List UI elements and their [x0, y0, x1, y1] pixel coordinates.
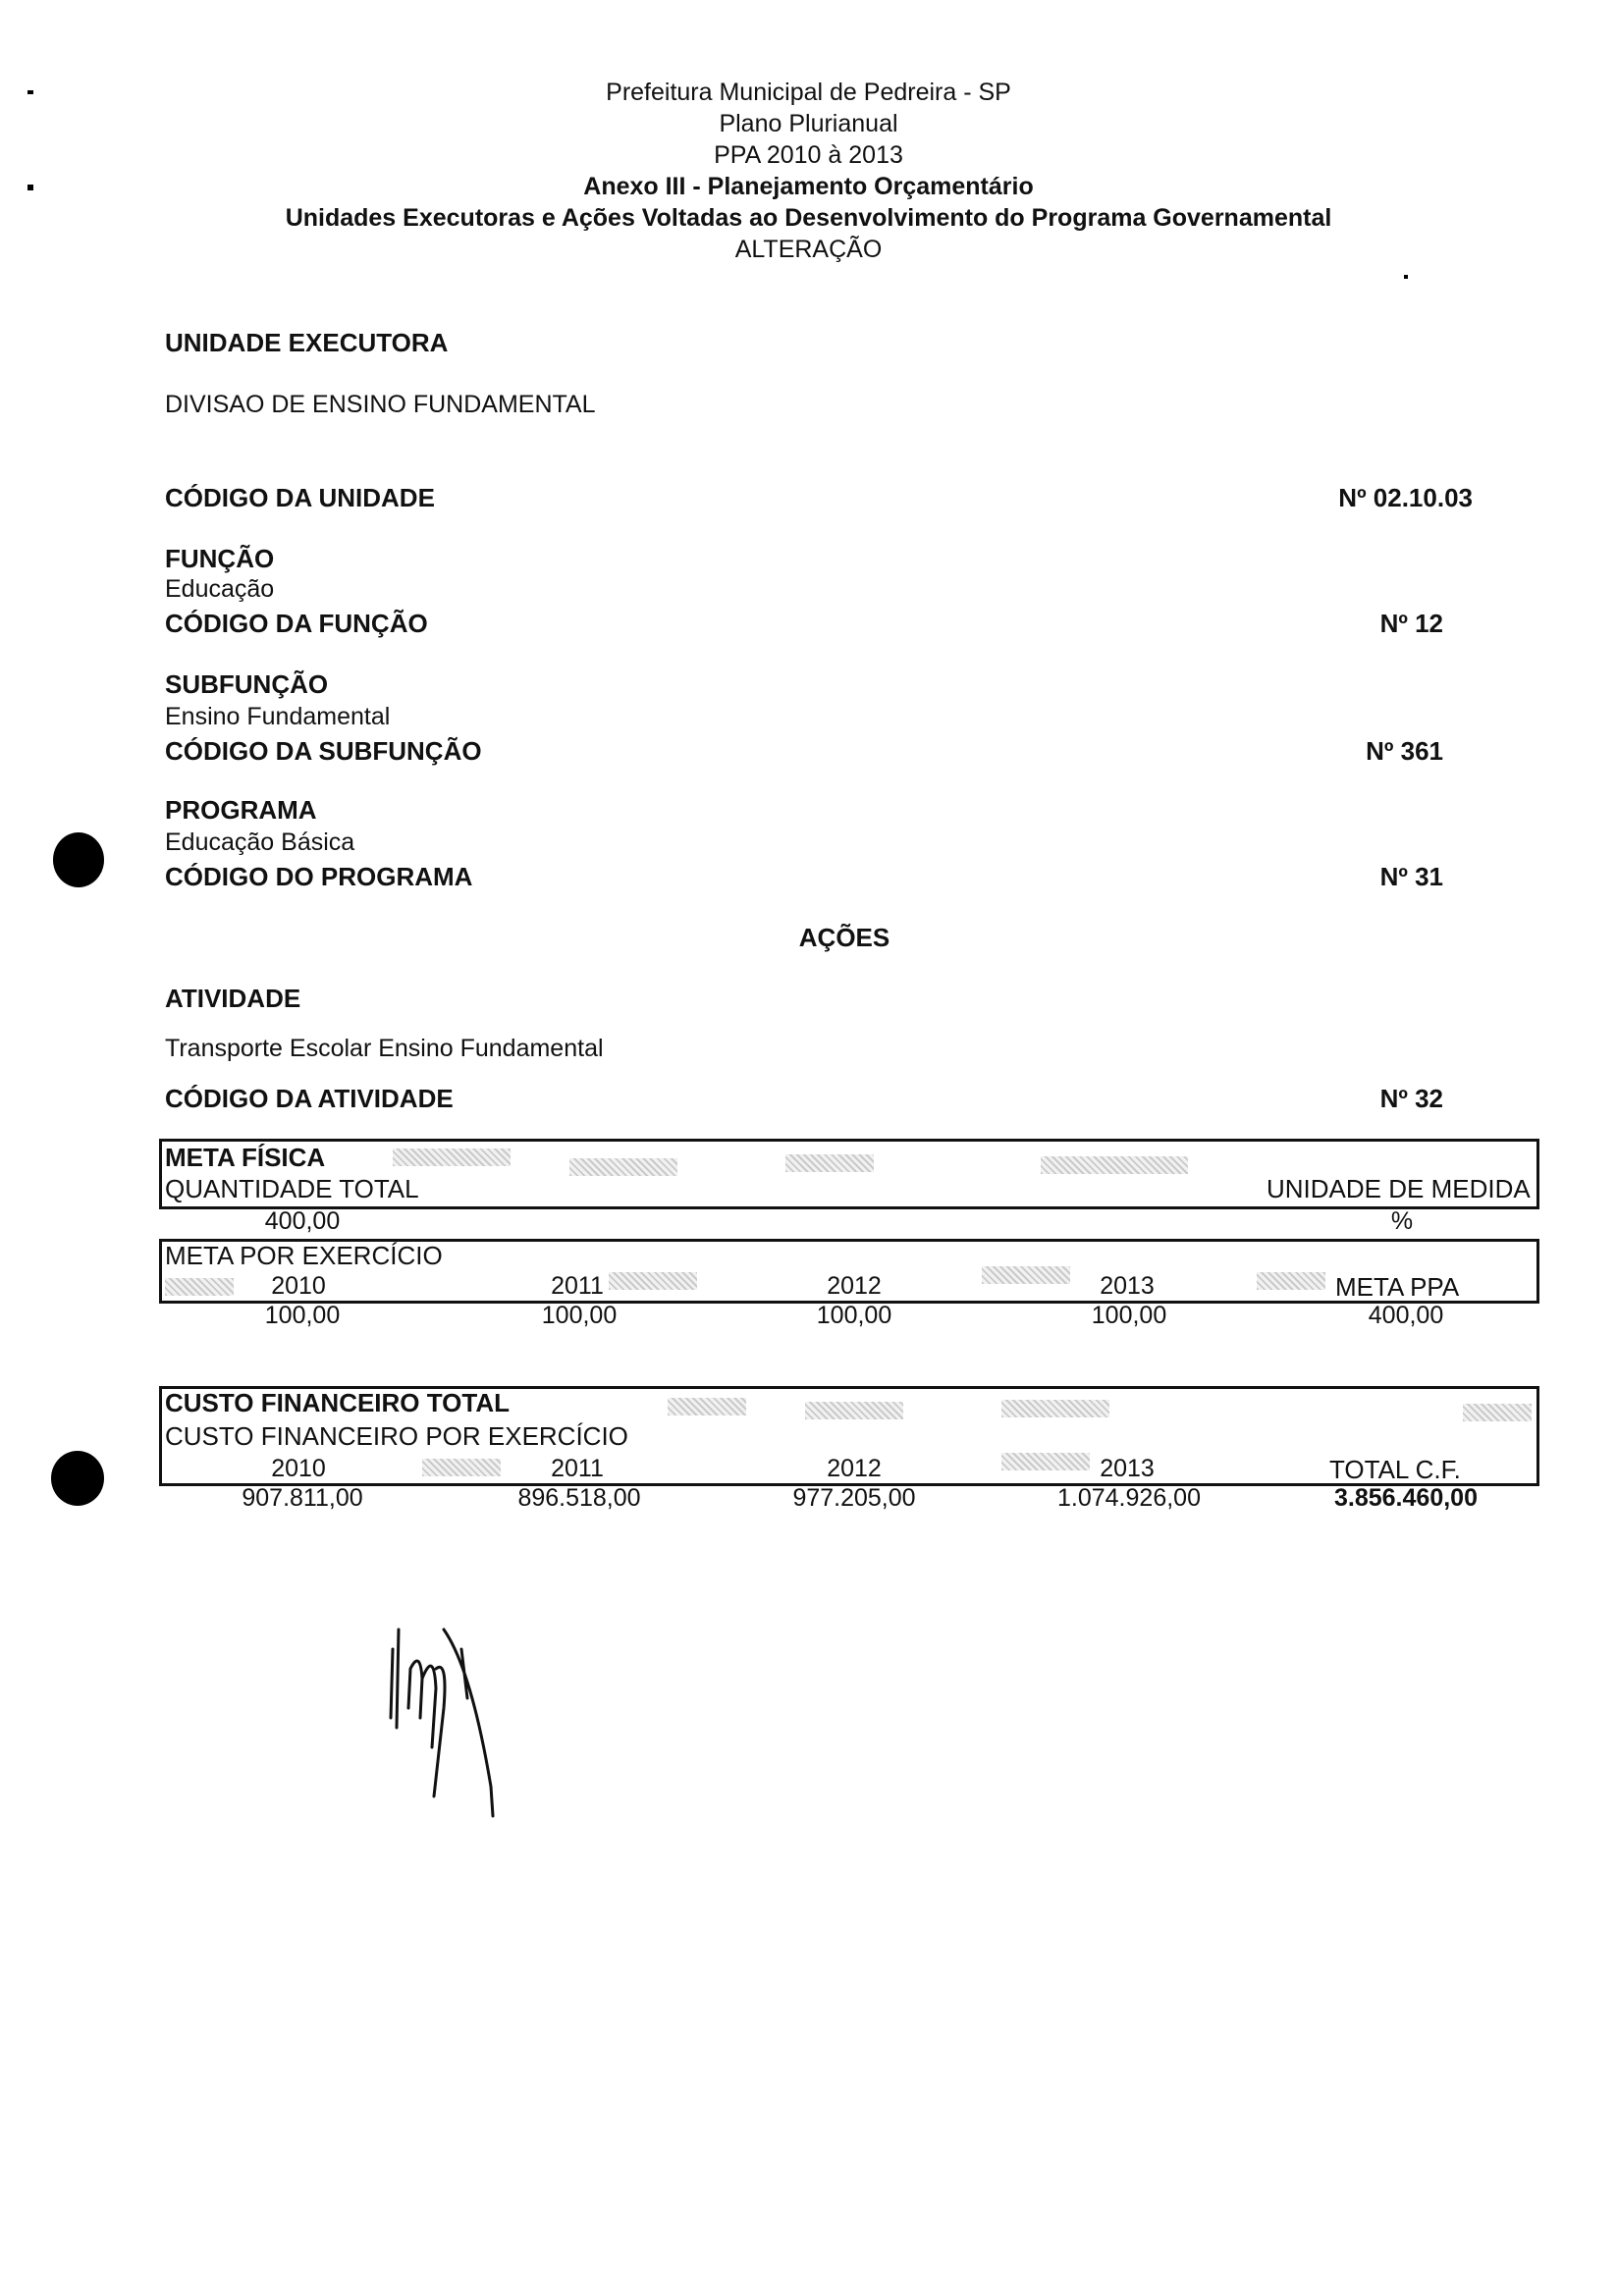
codigo-funcao-label: CÓDIGO DA FUNÇÃO — [165, 609, 428, 638]
programa-value: Educação Básica — [165, 828, 355, 856]
custo-total-title: CUSTO FINANCEIRO TOTAL — [165, 1388, 510, 1417]
unidade-medida-label: UNIDADE DE MEDIDA — [1267, 1174, 1531, 1203]
custo-year-2010: 2010 — [271, 1455, 326, 1482]
custo-value-2013: 1.074.926,00 — [1057, 1484, 1201, 1512]
acoes-title: AÇÕES — [798, 923, 890, 952]
funcao-label: FUNÇÃO — [165, 544, 275, 573]
unidade-medida-value: % — [1390, 1207, 1414, 1235]
handwritten-signature — [373, 1610, 530, 1836]
scan-noise — [1001, 1400, 1109, 1417]
quantidade-total-value: 400,00 — [264, 1207, 341, 1235]
meta-value-2012: 100,00 — [816, 1302, 892, 1329]
atividade-value: Transporte Escolar Ensino Fundamental — [165, 1035, 604, 1062]
scan-noise — [785, 1154, 874, 1172]
punch-hole-top — [53, 832, 104, 887]
header-unidades: Unidades Executoras e Ações Voltadas ao Desenvolvimento do Programa Governamental — [285, 204, 1332, 232]
custo-total-value: 3.856.460,00 — [1334, 1484, 1478, 1512]
codigo-subfuncao-label: CÓDIGO DA SUBFUNÇÃO — [165, 736, 482, 766]
unidade-executora-label: UNIDADE EXECUTORA — [165, 328, 449, 357]
quantidade-total-label: QUANTIDADE TOTAL — [165, 1174, 419, 1203]
header-prefeitura: Prefeitura Municipal de Pedreira - SP — [606, 79, 1011, 106]
header-anexo: Anexo III - Planejamento Orçamentário — [583, 173, 1034, 200]
codigo-atividade-value: Nº 32 — [1379, 1084, 1443, 1113]
meta-year-2010: 2010 — [271, 1272, 326, 1300]
scan-noise — [165, 1278, 234, 1296]
codigo-unidade-value: Nº 02.10.03 — [1338, 483, 1473, 512]
custo-value-2011: 896.518,00 — [517, 1484, 641, 1512]
header-ppa: PPA 2010 à 2013 — [714, 141, 903, 169]
atividade-label: ATIVIDADE — [165, 984, 301, 1013]
meta-value-2010: 100,00 — [264, 1302, 341, 1329]
unidade-executora-value: DIVISAO DE ENSINO FUNDAMENTAL — [165, 391, 596, 418]
meta-ppa-value: 400,00 — [1368, 1302, 1444, 1329]
meta-fisica-title: META FÍSICA — [165, 1143, 326, 1172]
custo-value-2012: 977.205,00 — [792, 1484, 916, 1512]
codigo-programa-label: CÓDIGO DO PROGRAMA — [165, 862, 473, 891]
total-cf-label: TOTAL C.F. — [1329, 1455, 1461, 1484]
header-alteracao: ALTERAÇÃO — [734, 236, 883, 263]
codigo-atividade-label: CÓDIGO DA ATIVIDADE — [165, 1084, 454, 1113]
scan-noise — [805, 1402, 903, 1419]
scan-noise — [569, 1158, 677, 1176]
funcao-value: Educação — [165, 575, 275, 603]
scan-noise — [422, 1459, 501, 1476]
codigo-programa-value: Nº 31 — [1379, 862, 1443, 891]
subfuncao-value: Ensino Fundamental — [165, 703, 391, 730]
scan-noise — [1463, 1404, 1532, 1421]
meta-year-2012: 2012 — [827, 1272, 882, 1300]
scan-noise — [668, 1398, 746, 1415]
punch-hole-bottom — [51, 1451, 104, 1506]
codigo-funcao-value: Nº 12 — [1379, 609, 1443, 638]
margin-mark — [1404, 275, 1408, 279]
custo-por-exercicio-label: CUSTO FINANCEIRO POR EXERCÍCIO — [165, 1421, 628, 1451]
meta-value-2013: 100,00 — [1091, 1302, 1167, 1329]
header-plano: Plano Plurianual — [719, 110, 898, 137]
document-header — [0, 77, 1617, 265]
custo-year-2012: 2012 — [827, 1455, 882, 1482]
meta-year-2011: 2011 — [551, 1272, 604, 1300]
custo-year-2011: 2011 — [551, 1455, 604, 1482]
scan-noise — [393, 1148, 511, 1166]
custo-year-2013: 2013 — [1100, 1455, 1155, 1482]
scan-noise — [982, 1266, 1070, 1284]
scan-noise — [1041, 1156, 1188, 1174]
custo-value-2010: 907.811,00 — [242, 1484, 363, 1512]
meta-value-2011: 100,00 — [541, 1302, 618, 1329]
meta-year-2013: 2013 — [1100, 1272, 1155, 1300]
meta-por-exercicio-label: META POR EXERCÍCIO — [165, 1241, 443, 1270]
codigo-unidade-label: CÓDIGO DA UNIDADE — [165, 483, 435, 512]
subfuncao-label: SUBFUNÇÃO — [165, 669, 329, 699]
codigo-subfuncao-value: Nº 361 — [1366, 736, 1443, 766]
scan-noise — [1257, 1272, 1325, 1290]
programa-label: PROGRAMA — [165, 795, 317, 825]
meta-ppa-label: META PPA — [1335, 1272, 1460, 1302]
